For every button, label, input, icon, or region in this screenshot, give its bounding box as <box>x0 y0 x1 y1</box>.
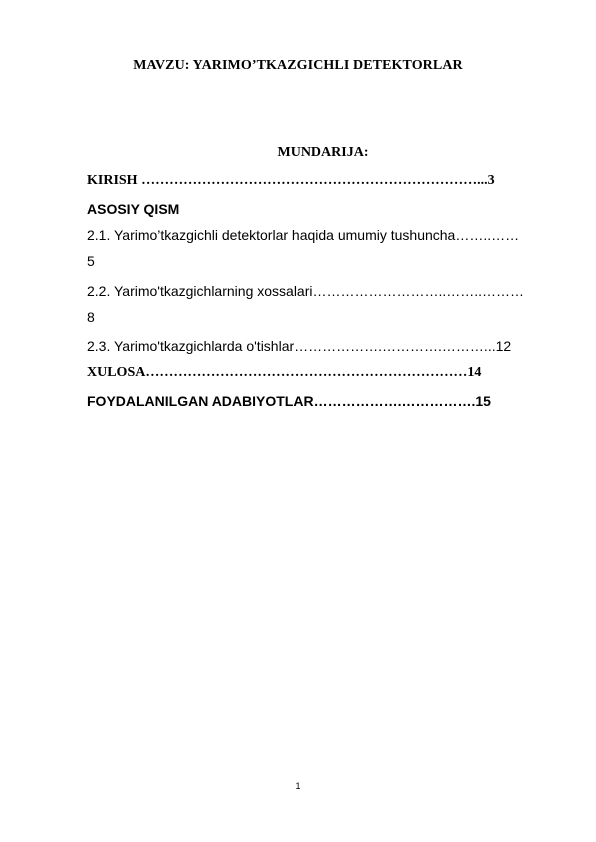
toc-section-asosiy-qism: ASOSIY QISM <box>87 201 180 217</box>
toc-item-2-2-page: 8 <box>87 309 95 325</box>
toc-item-2-3: 2.3. Yarimo'tkazgichlarda o'tishlar……………….………….………...12 <box>87 338 512 354</box>
toc-heading: MUNDARIJA: <box>277 145 369 160</box>
toc-item-xulosa: XULOSA……………………………………………………………14 <box>87 365 482 380</box>
page-number: 1 <box>295 781 301 791</box>
page-title: MAVZU: YARIMO’TKAZGICHLI DETEKTORLAR <box>133 58 463 73</box>
toc-item-kirish: KIRISH ………………………………………………………………...3 <box>87 173 495 188</box>
toc-item-2-2: 2.2. Yarimo'tkazgichlarning xossalari………………………..……..……… <box>87 283 525 299</box>
toc-item-foydalanilgan-adabiyotlar: FOYDALANILGAN ADABIYOTLAR……………….…………….15 <box>87 393 491 409</box>
toc-item-2-1: 2.1. Yarimo’tkazgichli detektorlar haqida umumiy tushuncha……..…… <box>87 227 520 243</box>
toc-item-2-1-page: 5 <box>87 253 95 269</box>
